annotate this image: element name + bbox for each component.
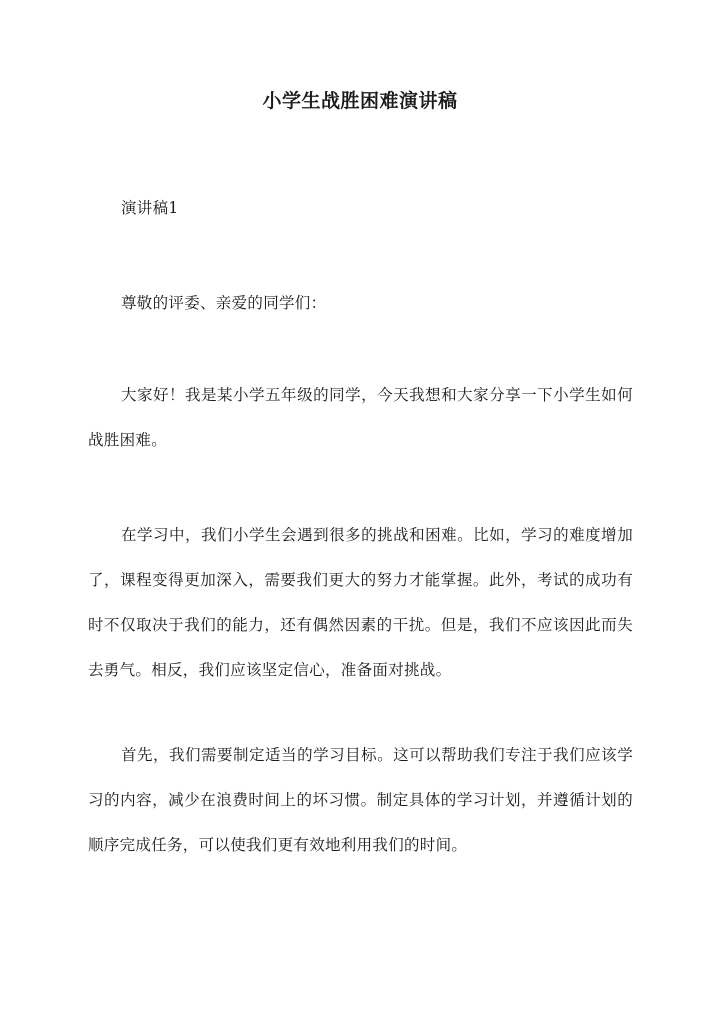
body-paragraph: 首先，我们需要制定适当的学习目标。这可以帮助我们专注于我们应该学习的内容，减少在浪费时间上的坏习惯。制定具体的学习计划，并遵循计划的顺序完成任务，可以使我们更有效地利用我们的时间。 xyxy=(88,746,633,854)
intro-paragraph: 大家好！我是某小学五年级的同学，今天我想和大家分享一下小学生如何战胜困难。 xyxy=(88,386,633,449)
greeting-paragraph: 尊敬的评委、亲爱的同学们： xyxy=(121,294,327,312)
document-title: 小学生战胜困难演讲稿 xyxy=(262,90,458,112)
section-heading: 演讲稿1 xyxy=(121,199,179,217)
body-paragraph: 在学习中，我们小学生会遇到很多的挑战和困难。比如，学习的难度增加了，课程变得更加深入，需要我们更大的努力才能掌握。此外，考试的成功有时不仅取决于我们的能力，还有偶然因素的干扰。但是，我们不应该因此而失去勇气。相反，我们应该坚定信心，准备面对挑战。 xyxy=(88,526,633,679)
